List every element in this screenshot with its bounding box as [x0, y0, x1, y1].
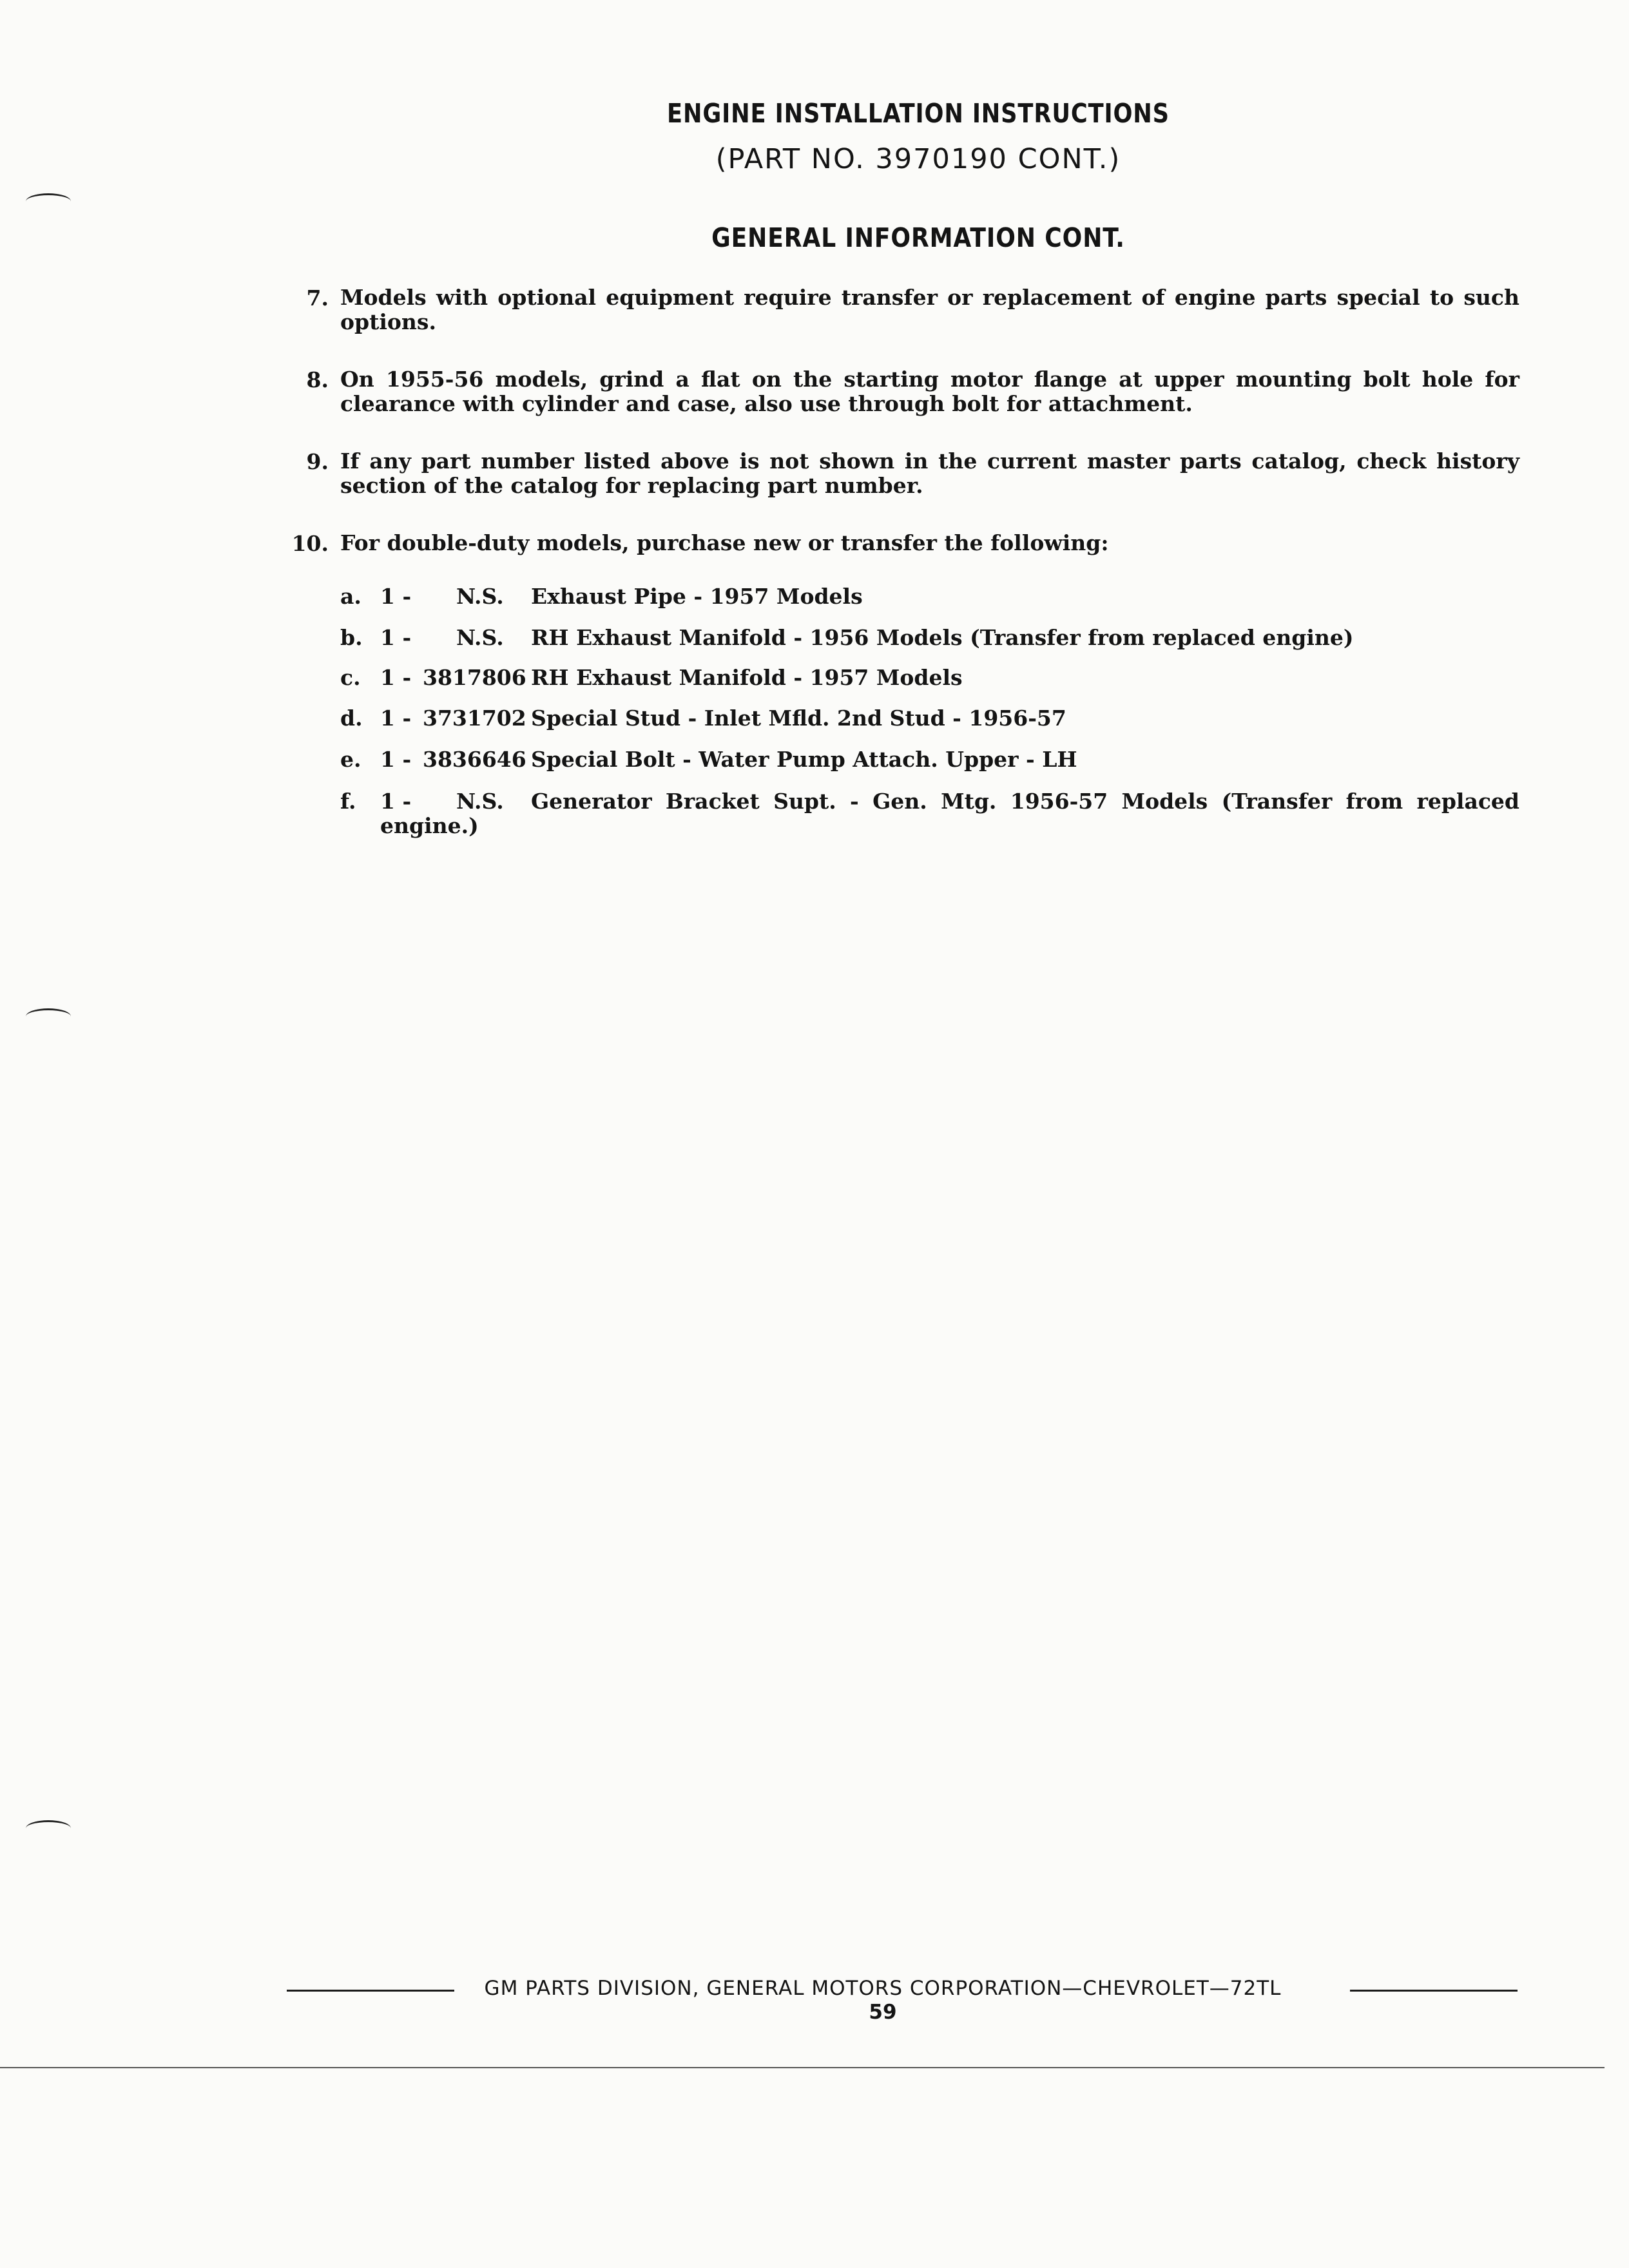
margin-mark-top	[26, 193, 71, 209]
subitem-qty: 1 -	[380, 789, 412, 814]
subitem-part: N.S.	[456, 625, 504, 650]
subitem-desc: Special Bolt - Water Pump Attach. Upper - LH	[531, 747, 1077, 772]
page-bottom-rule	[0, 2067, 1605, 2068]
footer-rule-right	[1350, 1990, 1518, 1992]
subitem-desc: Exhaust Pipe - 1957 Models	[531, 584, 863, 609]
margin-mark-middle	[26, 1008, 71, 1024]
subitem-letter: e.	[340, 747, 361, 772]
subitem-letter: b.	[340, 625, 363, 650]
subitem-qty: 1 -	[380, 625, 412, 650]
subitem-f	[340, 789, 1519, 838]
subitem-qty: 1 -	[380, 747, 412, 772]
part-number-subtitle: (PART NO. 3970190 CONT.)	[715, 143, 1121, 175]
subitem-letter: d.	[340, 706, 363, 731]
subitem-desc-continued: engine.)	[380, 813, 479, 838]
section-heading: GENERAL INFORMATION CONT.	[711, 222, 1125, 253]
subitem-desc: RH Exhaust Manifold - 1956 Models (Transfer from replaced engine)	[531, 625, 1354, 650]
subitem-qty: 1 -	[380, 584, 412, 609]
footer-publisher: GM PARTS DIVISION, GENERAL MOTORS CORPORATION—CHEVROLET—72TL	[484, 1977, 1282, 2000]
subitem-part: N.S.	[456, 584, 504, 609]
subitem-desc: Special Stud - Inlet Mfld. 2nd Stud - 1956-57	[531, 706, 1066, 731]
page-title: ENGINE INSTALLATION INSTRUCTIONS	[667, 98, 1170, 129]
subitem-part: N.S.	[456, 789, 504, 814]
item-10-text: For double-duty models, purchase new or transfer the following:	[340, 530, 1109, 555]
subitem-part: 3731702	[423, 706, 526, 731]
subitem-part: 3836646	[423, 747, 526, 772]
subitem-desc: RH Exhaust Manifold - 1957 Models	[531, 665, 963, 690]
subitem-qty: 1 -	[380, 706, 412, 731]
page-number: 59	[869, 2001, 897, 2024]
item-number-8: 8.	[306, 367, 329, 392]
subitem-letter: a.	[340, 584, 361, 609]
item-number-7: 7.	[306, 285, 329, 311]
item-8-text: On 1955-56 models, grind a flat on the starting motor flange at upper mounting bolt hole for clearance with cylinder and case, also use through bolt for attachment.	[340, 367, 1519, 416]
subitem-letter: c.	[340, 665, 361, 690]
subitem-desc: Generator Bracket Supt. - Gen. Mtg. 1956-57 Models (Transfer from replaced	[531, 789, 1519, 814]
subitem-letter: f.	[340, 789, 356, 814]
subitem-part: 3817806	[423, 665, 526, 690]
footer-rule-left	[287, 1990, 454, 1992]
item-7-text: Models with optional equipment require transfer or replacement of engine parts special to such options.	[340, 285, 1519, 334]
subitem-qty: 1 -	[380, 665, 412, 690]
margin-mark-bottom	[26, 1820, 71, 1836]
item-9-text: If any part number listed above is not shown in the current master parts catalog, check history section of the catalog for replacing part number.	[340, 448, 1519, 498]
item-number-9: 9.	[306, 449, 329, 474]
item-number-10: 10.	[291, 531, 329, 556]
